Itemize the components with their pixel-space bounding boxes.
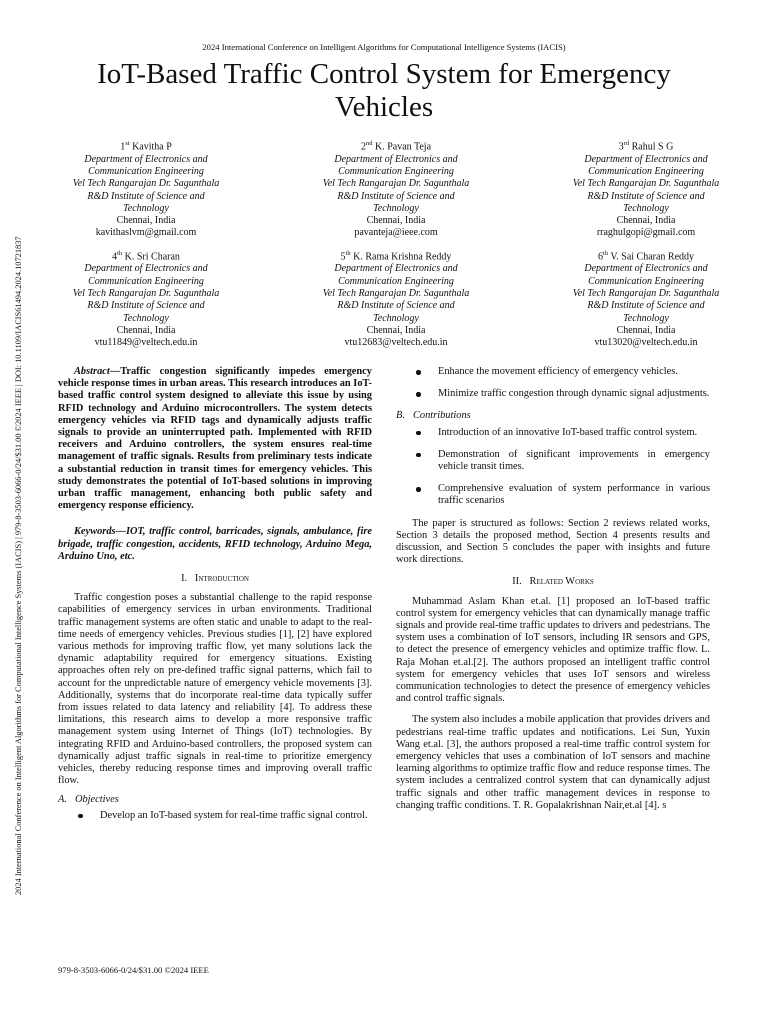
author-ordinal: 5 bbox=[340, 251, 346, 263]
author-dept: Communication Engineering bbox=[88, 275, 204, 287]
list-item: Develop an IoT-based system for real-time traffic signal control. bbox=[58, 810, 372, 822]
author-institution: Technology bbox=[623, 312, 669, 324]
right-column bbox=[396, 366, 710, 812]
abstract-text: —Traffic congestion significantly impedes emergency vehicle response times in urban areas. This research introduces an IoT-based traffic control system designed to alleviate this issue by using RFID technology and Arduino microcontrollers. The system detects emergency vehicles via RFID tags and dynamically adjusts traffic signals to provide an uninterrupted path. Implemented with RFID receivers and Arduino controllers, the system ensures real-time management of traffic signals. Results from preliminary tests indicate a substantial reduction in transit times for emergency vehicles. This study demonstrates the potential of IoT-based solutions in improving urban traffic management, enhancing both public safety and emergency response efficiency. bbox=[58, 366, 372, 512]
author-institution: R&D Institute of Science and bbox=[87, 190, 205, 202]
author-ordinal: 1 bbox=[120, 141, 126, 153]
author-ordinal: 4 bbox=[112, 251, 118, 263]
side-doi-note: 2024 International Conference on Intelligent Algorithms for Computational Intelligence Systems (IACIS) | 979-8-3503-6066-0/24/$31.00 ©2024 IEEE | DOI: 10.1109/IACIS61494.2024.10721837 bbox=[14, 236, 23, 895]
section-title: Related Works bbox=[529, 576, 594, 588]
author-city: Chennai, India bbox=[366, 215, 426, 227]
author-ordinal-suffix: st bbox=[125, 140, 130, 147]
keywords-label: Keywords bbox=[74, 526, 116, 538]
author-city: Chennai, India bbox=[116, 215, 176, 227]
author-email: kavithaslvm@gmail.com bbox=[95, 227, 197, 239]
author-name-line bbox=[308, 138, 484, 154]
author-city: Chennai, India bbox=[116, 324, 176, 336]
left-column bbox=[58, 366, 372, 832]
objectives-list-continued bbox=[396, 366, 710, 400]
subsection-title: Contributions bbox=[412, 410, 471, 422]
related-paragraph-1: Muhammad Aslam Khan et.al. [1] proposed an IoT-based traffic control system for emergency vehicles that can dynamically manage traffic signals and provide real-time traffic updates to drivers and pedestrians. The system uses a combination of IoT sensors, including IR sensors and GPS, to detect the presence of emergency vehicles and optimize traffic flow. L. Raja Mohan et.al.[2]. The authors proposed an intelligent traffic control system for emergency vehicles that uses IoT sensors and wireless communication technologies to detect the presence of emergency vehicles and control traffic signals. bbox=[396, 595, 710, 705]
author-name: V. Sai Charan Reddy bbox=[610, 251, 695, 263]
abstract-label: Abstract bbox=[74, 366, 110, 377]
author-institution: R&D Institute of Science and bbox=[337, 190, 455, 202]
author-email: rraghulgopi@gmail.com bbox=[596, 227, 696, 239]
author-name: Rahul S G bbox=[631, 141, 674, 153]
title-line-2: Vehicles bbox=[334, 91, 434, 123]
list-item: Demonstration of significant improvements in emergency vehicle transit times. bbox=[396, 449, 710, 473]
footer-copyright: 979-8-3503-6066-0/24/$31.00 ©2024 IEEE bbox=[58, 965, 209, 975]
author-email: vtu13020@veltech.edu.in bbox=[594, 337, 698, 349]
author-card bbox=[558, 138, 734, 240]
subsection-heading-objectives bbox=[58, 794, 372, 806]
conference-header: 2024 International Conference on Intelligent Algorithms for Computational Intelligence Systems (IACIS) bbox=[202, 42, 566, 52]
author-dept: Department of Electronics and bbox=[584, 263, 708, 275]
author-institution: Vel Tech Rangarajan Dr. Sagunthala bbox=[72, 178, 220, 190]
author-card bbox=[58, 248, 234, 350]
subsection-number: A. bbox=[58, 793, 67, 805]
author-block bbox=[58, 138, 734, 349]
author-institution: R&D Institute of Science and bbox=[87, 300, 205, 312]
author-name: K. Rama Krishna Reddy bbox=[353, 251, 452, 263]
author-dept: Communication Engineering bbox=[588, 275, 704, 287]
author-name-line bbox=[308, 248, 484, 264]
author-city: Chennai, India bbox=[616, 324, 676, 336]
author-ordinal-suffix: th bbox=[345, 249, 351, 257]
author-ordinal-suffix: nd bbox=[365, 140, 373, 147]
author-dept: Communication Engineering bbox=[588, 165, 704, 177]
author-dept: Communication Engineering bbox=[88, 165, 204, 177]
author-dept: Department of Electronics and bbox=[84, 153, 208, 165]
author-dept: Communication Engineering bbox=[338, 275, 454, 287]
author-institution: Vel Tech Rangarajan Dr. Sagunthala bbox=[322, 178, 470, 190]
author-dept: Communication Engineering bbox=[338, 165, 454, 177]
keywords-text: —IOT, traffic control, barricades, signals, ambulance, fire brigade, traffic congestion, accidents, RFID technology, Arduino Mega, Arduino Uno, etc. bbox=[58, 526, 372, 562]
author-ordinal: 2 bbox=[360, 141, 366, 153]
author-institution: R&D Institute of Science and bbox=[337, 300, 455, 312]
author-card bbox=[308, 248, 484, 350]
keywords bbox=[58, 526, 372, 563]
author-email: vtu12683@veltech.edu.in bbox=[344, 337, 448, 349]
section-number: II. bbox=[512, 576, 522, 588]
author-ordinal-suffix: rd bbox=[623, 140, 630, 147]
list-item: Minimize traffic congestion through dynamic signal adjustments. bbox=[396, 388, 710, 400]
author-dept: Department of Electronics and bbox=[584, 153, 708, 165]
author-name-line bbox=[58, 248, 234, 264]
contributions-list bbox=[396, 427, 710, 508]
author-city: Chennai, India bbox=[366, 324, 426, 336]
author-name: Kavitha P bbox=[132, 141, 172, 153]
author-institution: R&D Institute of Science and bbox=[587, 300, 705, 312]
author-institution: Vel Tech Rangarajan Dr. Sagunthala bbox=[572, 287, 720, 299]
subsection-heading-contributions bbox=[396, 410, 710, 422]
author-dept: Department of Electronics and bbox=[334, 263, 458, 275]
author-ordinal: 6 bbox=[597, 251, 603, 263]
author-card bbox=[308, 138, 484, 240]
paper-title bbox=[60, 58, 708, 124]
author-row-1 bbox=[58, 138, 734, 240]
author-institution: Technology bbox=[373, 312, 419, 324]
author-ordinal-suffix: th bbox=[602, 249, 609, 257]
author-institution: Vel Tech Rangarajan Dr. Sagunthala bbox=[572, 178, 720, 190]
author-ordinal: 3 bbox=[618, 141, 624, 153]
objectives-list bbox=[58, 810, 372, 822]
author-institution: Vel Tech Rangarajan Dr. Sagunthala bbox=[72, 287, 220, 299]
section-number: I. bbox=[181, 573, 188, 585]
abstract bbox=[58, 366, 372, 512]
title-line-1: IoT-Based Traffic Control System for Emergency bbox=[97, 58, 671, 90]
structure-paragraph: The paper is structured as follows: Section 2 reviews related works, Section 3 details the proposed method, Section 4 presents results and discussion, and Section 5 concludes the paper with insights and future work directions. bbox=[396, 517, 710, 566]
author-name-line bbox=[58, 138, 234, 154]
author-email: vtu11849@veltech.edu.in bbox=[94, 337, 198, 349]
author-institution: Technology bbox=[623, 202, 669, 214]
author-institution: R&D Institute of Science and bbox=[587, 190, 705, 202]
author-institution: Vel Tech Rangarajan Dr. Sagunthala bbox=[322, 287, 470, 299]
author-dept: Department of Electronics and bbox=[84, 263, 208, 275]
author-ordinal-suffix: th bbox=[117, 249, 123, 257]
subsection-number: B. bbox=[396, 410, 405, 422]
list-item: Introduction of an innovative IoT-based traffic control system. bbox=[396, 427, 710, 439]
author-row-2 bbox=[58, 248, 734, 350]
section-heading-introduction bbox=[58, 573, 372, 585]
list-item: Comprehensive evaluation of system performance in various traffic scenarios bbox=[396, 483, 710, 507]
section-heading-related-works bbox=[396, 576, 710, 588]
author-institution: Technology bbox=[123, 202, 169, 214]
author-city: Chennai, India bbox=[616, 215, 676, 227]
subsection-title: Objectives bbox=[74, 793, 119, 805]
author-name: K. Pavan Teja bbox=[374, 141, 432, 153]
author-institution: Technology bbox=[373, 202, 419, 214]
list-item: Enhance the movement efficiency of emergency vehicles. bbox=[396, 366, 710, 378]
author-dept: Department of Electronics and bbox=[334, 153, 458, 165]
intro-paragraph: Traffic congestion poses a substantial challenge to the rapid response capabilities of emergency services in urban environments. Traditional traffic management systems are often static and unable to adapt to the real-time needs of emergency vehicles. Previous studies [1], [2] have explored various methods for improving traffic flow, yet many solutions lack the dynamic adaptability required for emergency situations. Existing approaches often rely on pre-defined traffic signal patterns, which fail to account for the unpredictable nature of emergency vehicle movements [3]. Additionally, systems that do incorporate real-time data typically suffer from issues related to data latency and reliability [4]. To address these limitations, this research aims to develop a more responsive traffic management system using Internet of Things (IoT) technologies. By integrating RFID and Arduino-based controllers, the proposed system can dynamically adjust traffic signals in real-time to prioritize emergency vehicles, thereby reducing response times and improving overall traffic flow. bbox=[58, 592, 372, 787]
author-name: K. Sri Charan bbox=[124, 251, 180, 263]
author-name-line bbox=[558, 138, 734, 154]
section-title: Introduction bbox=[194, 573, 249, 585]
author-name-line bbox=[558, 248, 734, 264]
author-card bbox=[58, 138, 234, 240]
related-paragraph-2: The system also includes a mobile application that provides drivers and pedestrians real-time traffic updates and notifications. Lei Sun, Yuxin Wang et.al. [3], the authors proposed a real-time traffic control system for emergency vehicles that uses a combination of IoT sensors and machine learning algorithms to optimize traffic flow and reduce response times. The system includes a centralized control system that can dynamically adjust traffic signals and other traffic management devices in response to changing traffic conditions. T. R. Gopalakrishnan Nair,et.al [4]. s bbox=[396, 714, 710, 811]
author-email: pavanteja@ieee.com bbox=[354, 227, 438, 239]
author-card bbox=[558, 248, 734, 350]
author-institution: Technology bbox=[123, 312, 169, 324]
